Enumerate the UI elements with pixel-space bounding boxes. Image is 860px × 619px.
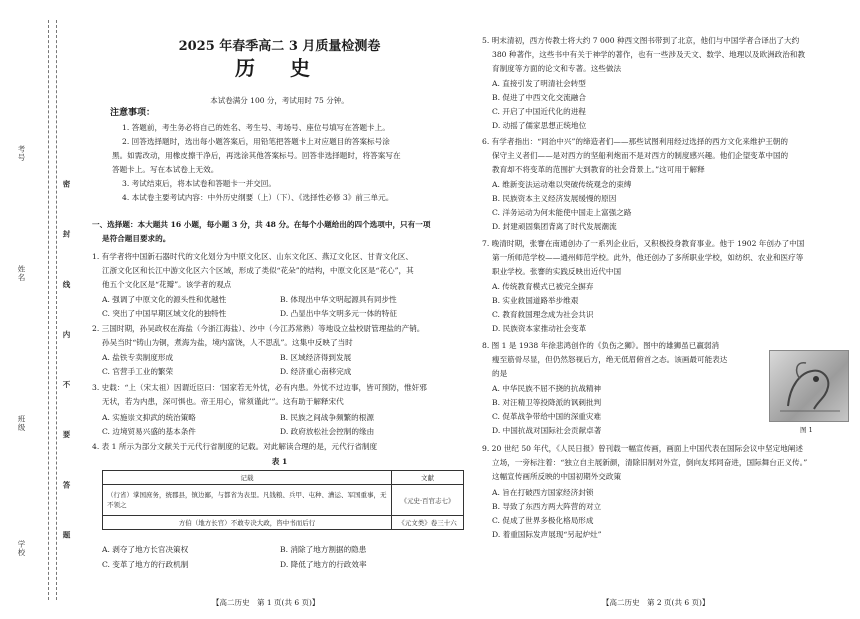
q2-option-b: B. 区域经济得到发展 xyxy=(280,353,352,362)
left-column xyxy=(92,0,467,619)
q6-option-b: B. 民族资本主义经济发展缓慢的原因 xyxy=(492,194,617,203)
q8-option-b: B. 对汪精卫等投降派的讽刺批判 xyxy=(492,398,602,407)
q1-option-a: A. 强调了中原文化的源头性和优越性 xyxy=(102,295,227,304)
q9-option-c: C. 促成了世界多极化格局形成 xyxy=(492,516,594,525)
table-cell-record-1: （行省）掌国庶务，统郡县，镇边鄙，与都省为表里。凡钱粮、兵甲、屯种、漕运、军国重事，无不领之 xyxy=(103,485,392,516)
note-line: 2. 回答选择题时，选出每小题答案后，用铅笔把答题卡上对应题目的答案标号涂 xyxy=(122,137,390,146)
question-5-cont: 育制度等方面的论文和专著。这些做法 xyxy=(492,64,622,73)
table-cell-source-1: 《元史·百官志七》 xyxy=(392,485,464,516)
note-line: 1. 答题前，考生务必将自己的姓名、考生号、考场号、座位号填写在答题卡上。 xyxy=(122,123,390,132)
q2-option-d: D. 经济重心南移完成 xyxy=(280,367,352,376)
question-8: 8. 图 1 是 1938 年徐悲鸿创作的《负伤之狮》。图中的雄狮虽已羸弱消 xyxy=(482,341,720,350)
q6-option-c: C. 洋务运动为何未能使中国走上富强之路 xyxy=(492,208,632,217)
question-2-cont: 孙吴当时“铸山为铜，煮海为盐，境内富饶，人不思乱”。这集中反映了当时 xyxy=(102,338,353,347)
question-5: 5. 明末清初，西方传教士将大约 7 000 种西文图书带到了北京，他们与中国学者合译出了大约 xyxy=(482,36,800,45)
seal-line-inner xyxy=(56,20,57,600)
exam-subject: 历 史 xyxy=(235,56,324,80)
table-header-record: 记载 xyxy=(103,471,392,485)
note-line: 3. 考试结束后，将本试卷和答题卡一并交回。 xyxy=(122,179,276,188)
question-4: 4. 表 1 所示为部分文献关于元代行省制度的记载。对此解读合理的是，元代行省制度 xyxy=(92,442,378,451)
q9-option-b: B. 导致了东西方两大阵营的对立 xyxy=(492,502,602,511)
right-column xyxy=(482,0,852,619)
question-5-cont: 380 种著作，这些书中有关于神学的著作，也有一些涉及天文、数学、地理以及欧洲政治和教 xyxy=(492,50,806,59)
q7-option-b: B. 实业救国道路举步维艰 xyxy=(492,296,579,305)
question-7: 7. 晚清时期，张謇在南通创办了一系列企业后，又积极投身教育事业。他于 1902 年创办了中国 xyxy=(482,239,805,248)
q5-option-c: C. 开启了中国近代化的进程 xyxy=(492,107,586,116)
lion-sketch-icon xyxy=(770,351,848,421)
section-heading-cont: 是符合题目要求的。 xyxy=(102,234,171,243)
question-1-cont: 他五个文化区是“花瓣”。该学者的观点 xyxy=(102,280,232,289)
q3-option-b: B. 民族之间战争频繁的根源 xyxy=(280,413,374,422)
page-footer-right: 【高二历史 第 2 页(共 6 页)】 xyxy=(602,598,710,607)
xingming-label: 姓名 xyxy=(17,265,26,282)
q8-option-d: D. 中国抗战对国际社会贡献卓著 xyxy=(492,426,602,435)
q9-option-a: A. 旨在打破西方国家经济封锁 xyxy=(492,488,594,497)
question-8-cont: 的是 xyxy=(492,369,508,378)
seal-line xyxy=(48,20,49,600)
q5-option-d: D. 动摇了儒家思想正统地位 xyxy=(492,121,587,130)
record-table xyxy=(102,470,464,530)
question-9-cont: 立场，一旁标注着：“独立自主展新颜，清除旧制对外宣，倒向友邦同奋进，国际舞台正义传。” xyxy=(492,458,808,467)
q2-option-c: C. 官营手工业的繁荣 xyxy=(102,367,174,376)
q8-option-a: A. 中华民族不屈不挠的抗战精神 xyxy=(492,384,602,393)
notes-heading: 注意事项： xyxy=(110,108,156,118)
table-cell-source-2: 《元文类》卷三十六 xyxy=(392,516,464,530)
q3-option-c: C. 边境贸易兴盛的基本条件 xyxy=(102,427,196,436)
banji-label: 班级 xyxy=(17,415,26,432)
q1-option-d: D. 凸显出中华文明多元一体的特征 xyxy=(280,309,397,318)
table-header-source: 文献 xyxy=(392,471,464,485)
question-3-cont: 无状，若为内患，深可惧也。帝王用心，常须谨此’”。这有助于解释宋代 xyxy=(102,397,344,406)
exam-subtitle: 本试卷满分 100 分，考试用时 75 分钟。 xyxy=(210,96,349,105)
section-heading: 一、选择题：本大题共 16 小题，每小题 3 分，共 48 分。在每个小题给出的四个选项中，只有一项 xyxy=(92,220,431,229)
q9-option-d: D. 着重国际发声展现“另起炉灶” xyxy=(492,530,602,539)
q1-option-c: C. 突出了中国早期区域文化的独特性 xyxy=(102,309,227,318)
question-9: 9. 20 世纪 50 年代，《人民日报》曾刊载一幅宣传画，画面上中国代表在国际会议中坚定地阐述 xyxy=(482,444,803,453)
question-6-cont: 保守主义者们——是对西方的坚船利炮而不是对西方的制度感兴趣。他们企望变革中国的 xyxy=(492,151,789,160)
wounded-lion-painting xyxy=(769,350,849,422)
question-3: 3. 史载：“上（宋太祖）因谓近臣曰：‘国家若无外忧，必有内患。外忧不过边事，皆可预防，惟奸邪 xyxy=(92,383,427,392)
q4-option-c: C. 变革了地方的行政机制 xyxy=(102,560,189,569)
question-6: 6. 有学者指出：“同治中兴”的缔造者们——那些试图利用经过选择的西方文化来维护王朝的 xyxy=(482,137,788,146)
question-9-cont: 这幅宣传画所反映的中国初期外交政策 xyxy=(492,472,622,481)
q7-option-c: C. 教育救国理念成为社会共识 xyxy=(492,310,594,319)
binding-strip xyxy=(0,0,70,619)
question-7-cont: 职业学校。张謇的实践反映出近代中国 xyxy=(492,267,622,276)
question-1: 1. 有学者将中国新石器时代的文化划分为中原文化区、山东文化区、燕辽文化区、甘青文化区、 xyxy=(92,252,413,261)
q8-option-c: C. 促革战争带给中国的深重灾难 xyxy=(492,412,602,421)
question-8-cont: 瘦至筋骨尽显，但仍然怒视后方，绝无低眉俯首之态。该画最可能表达 xyxy=(492,355,728,364)
q4-option-a: A. 剥夺了地方长官决策权 xyxy=(102,545,189,554)
q5-option-a: A. 直接引发了明清社会转型 xyxy=(492,79,586,88)
q3-option-a: A. 实施崇文抑武的统治策略 xyxy=(102,413,196,422)
seal-text: 密 封 线 内 不 要 答 题 xyxy=(62,180,71,559)
q4-option-b: B. 消除了地方割据的隐患 xyxy=(280,545,367,554)
q3-option-d: D. 政府放松社会控制的缘由 xyxy=(280,427,375,436)
xuexiao-label: 学校 xyxy=(17,540,26,557)
note-line: 答题卡上。写在本试卷上无效。 xyxy=(112,165,219,174)
exam-title: 2025 年春季高二 3 月质量检测卷 xyxy=(178,39,381,54)
kaohao-label: 考号 xyxy=(17,145,26,162)
question-2: 2. 三国时期，孙吴政权在海盐（今浙江海盐）、沙中（今江苏常熟）等地设立盐校尉管理盐的产销。 xyxy=(92,324,425,333)
note-line: 黑。如需改动，用橡皮擦干净后，再选涂其他答案标号。回答非选择题时，将答案写在 xyxy=(112,151,401,160)
q1-option-b: B. 体现出中华文明起源具有同步性 xyxy=(280,295,397,304)
figure-caption: 图 1 xyxy=(800,426,813,434)
q7-option-a: A. 传统教育模式已被完全摒弃 xyxy=(492,282,594,291)
q6-option-a: A. 维新变法运动难以突破传统观念的束缚 xyxy=(492,180,632,189)
page-footer-left: 【高二历史 第 1 页(共 6 页)】 xyxy=(212,598,320,607)
q4-option-d: D. 降低了地方的行政效率 xyxy=(280,560,367,569)
q7-option-d: D. 民族资本家推动社会变革 xyxy=(492,324,587,333)
table-cell-record-2: 方伯（地方长官）不敢专决大政，咨中书而后行 xyxy=(103,516,392,530)
q5-option-b: B. 促进了中西文化交流融合 xyxy=(492,93,586,102)
table-caption: 表 1 xyxy=(271,457,288,466)
question-6-cont: 教育却不将变革的范围扩大到教育的社会背景上。”这可用于解释 xyxy=(492,165,705,174)
q2-option-a: A. 盐铁专卖制度形成 xyxy=(102,353,174,362)
question-1-cont: 江浙文化区和长江中游文化区六个区域，形成了类似“花朵”的结构，中原文化区是“花心”，其 xyxy=(102,266,414,275)
question-7-cont: 第一所师范学校——通州师范学校。此外，他还创办了多所职业学校，如纺织、农业和医疗等 xyxy=(492,253,804,262)
note-line: 4. 本试卷主要考试内容：中外历史纲要（上）（下）、《选择性必修 3》前三单元。 xyxy=(122,193,394,202)
q6-option-d: D. 封建顽固集团背离了时代发展潮流 xyxy=(492,222,617,231)
